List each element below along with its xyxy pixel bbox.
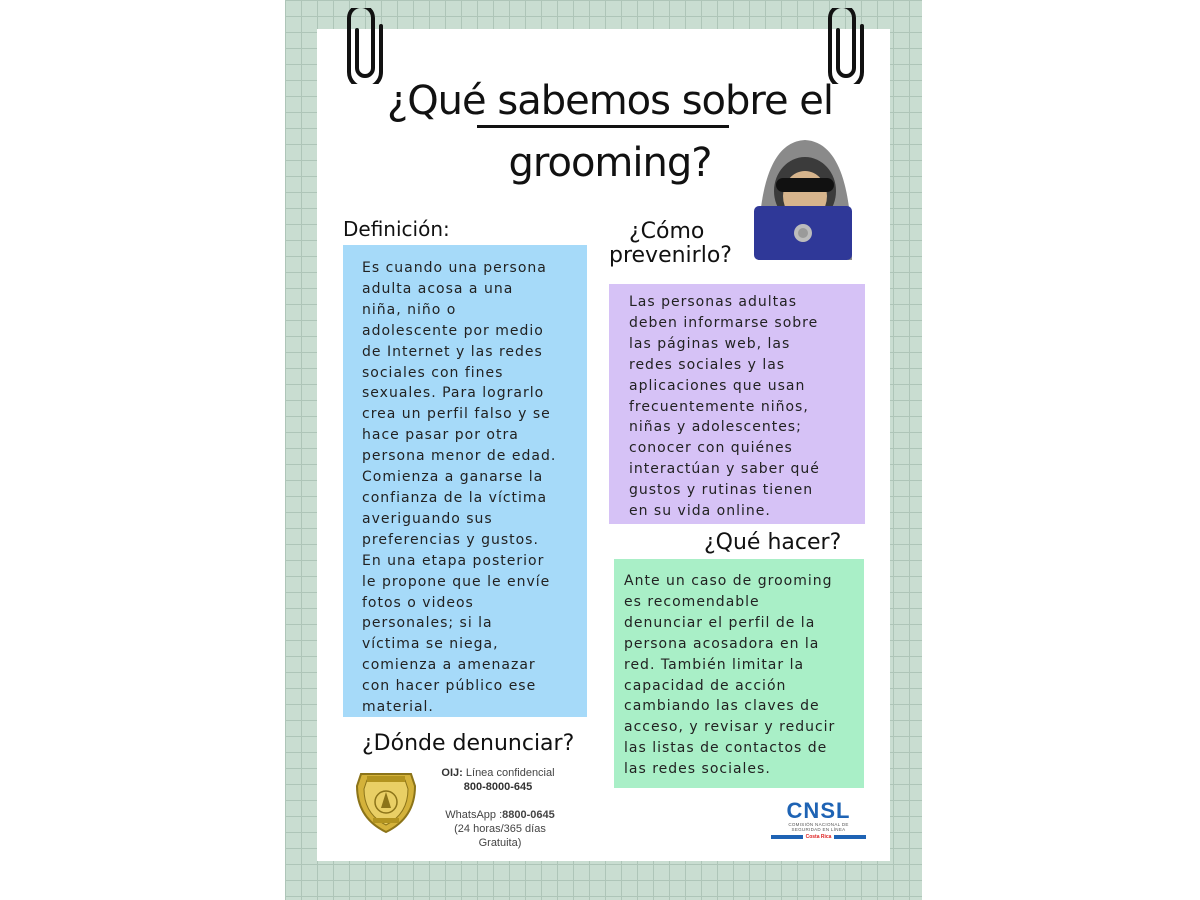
cnsl-subtitle [771, 822, 866, 832]
whatsapp-label: WhatsApp : [445, 809, 503, 821]
prevenir-heading [609, 220, 739, 268]
oij-police-badge-icon [353, 768, 419, 836]
prevenir-heading-line-2: prevenirlo? [609, 243, 732, 268]
que-hacer-heading: ¿Qué hacer? [704, 530, 842, 555]
cnsl-country: Costa Rica [805, 834, 832, 840]
definicion-box: Es cuando una persona adulta acosa a una niña, niño o adolescente por medio de Internet y las redes sociales con fines sexuales. Para lograrlo crea un perfil falso y se hace pasar por otra persona menor de edad. Comienza a ganarse la confianza de la víctima averiguando sus preferencias y gustos. En una etapa posterior le propone que le envíe fotos o videos personales; si la víctima se niega, comienza a amenazar con hacer público ese material. [343, 245, 587, 717]
whatsapp-number: 8800-0645 [502, 809, 555, 821]
whatsapp-hours: (24 horas/365 días [454, 823, 546, 835]
whatsapp-contact [430, 808, 570, 850]
paperclip-icon [826, 8, 866, 84]
definicion-heading: Definición: [343, 217, 450, 241]
hooded-hacker-laptop-icon [748, 136, 862, 262]
whatsapp-free: Gratuita) [478, 837, 522, 849]
oij-phone[interactable]: 800-8000-645 [463, 781, 533, 793]
prevenir-box: Las personas adultas deben informarse sobre las páginas web, las redes sociales y las aplicaciones que usan frecuentemente niños, niñas y adolescentes; conocer con quiénes interactúan y saber qué gustos y rutinas tienen en su vida online. [609, 284, 865, 524]
oij-line [433, 766, 563, 780]
oij-line-text: Línea confidencial [465, 767, 555, 779]
prevenir-heading-line-1: ¿Cómo [629, 219, 705, 244]
oij-label: OIJ: [441, 767, 463, 779]
cnsl-subtitle-line-1: COMISIÓN NACIONAL DE [788, 822, 849, 827]
whatsapp-line[interactable] [430, 808, 570, 822]
cnsl-stripes [771, 834, 866, 840]
page-title-line-2: grooming? [508, 140, 712, 186]
cnsl-stripe [834, 835, 866, 839]
cnsl-stripe [771, 835, 803, 839]
cnsl-acronym: CNSL [786, 798, 851, 823]
title-underline [477, 125, 729, 128]
que-hacer-box: Ante un caso de grooming es recomendable denunciar el perfil de la persona acosadora en la red. También limitar la capacidad de acción cambiando las claves de acceso, y revisar y reducir las listas de contactos de las redes sociales. [614, 559, 864, 788]
donde-denunciar-heading: ¿Dónde denunciar? [362, 731, 575, 756]
cnsl-subtitle-line-2: SEGURIDAD EN LÍNEA [791, 827, 846, 832]
page-title-line-1: ¿Qué sabemos sobre el [386, 78, 834, 124]
oij-contact [433, 766, 563, 794]
cnsl-logo [771, 800, 866, 840]
paperclip-icon [345, 8, 385, 84]
